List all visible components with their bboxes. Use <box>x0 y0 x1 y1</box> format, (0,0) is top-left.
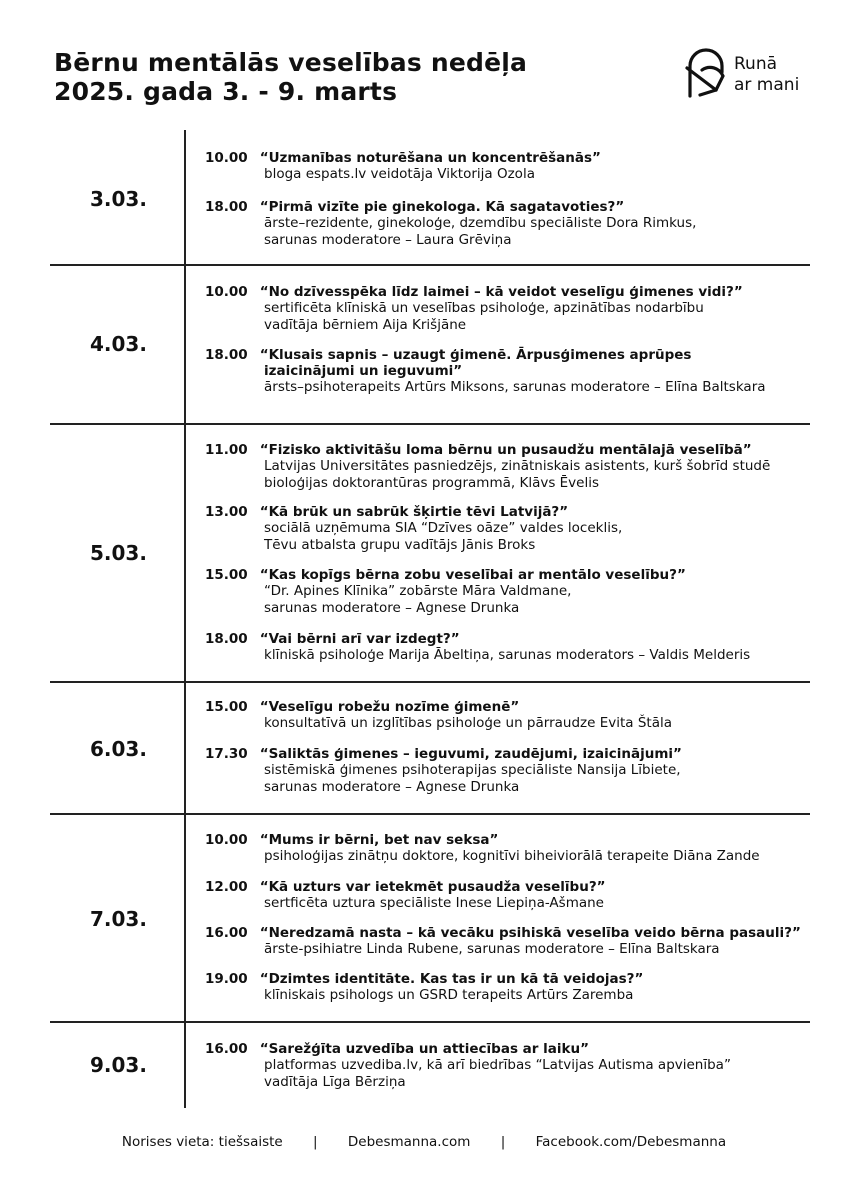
event-heading <box>205 631 825 647</box>
event <box>205 504 825 553</box>
event-title: “Mums ir bērni, bet nav seksa” <box>259 832 499 848</box>
logo-text-line-1: Runā <box>734 54 778 74</box>
event-time: 13.00 <box>205 504 248 520</box>
event-detail: ārste–rezidente, ginekoloģe, dzemdību speciāliste Dora Rimkus, <box>264 215 697 231</box>
event-time: 18.00 <box>205 631 248 647</box>
event-detail: vadītāja Līga Bērziņa <box>264 1073 406 1090</box>
event-detail: ārsts–psihoterapeits Artūrs Miksons, sarunas moderatore – Elīna Baltskara <box>264 379 766 395</box>
day-date: 6.03. <box>90 737 147 761</box>
event-time: 18.00 <box>205 347 248 363</box>
event-time: 10.00 <box>205 150 248 166</box>
event-detail: sarunas moderatore – Laura Grēviņa <box>264 231 512 248</box>
event-title: “No dzīvesspēka līdz laimei – kā veidot veselīgu ģimenes vidi?” <box>259 284 743 300</box>
event-detail: bioloģijas doktorantūras programmā, Klāvs Ēvelis <box>264 474 600 491</box>
event-detail: klīniskais psihologs un GSRD terapeits Artūrs Zaremba <box>264 987 634 1003</box>
footer-site-link[interactable]: Debesmanna.com <box>347 1134 471 1150</box>
event-title: “Vai bērni arī var izdegt?” <box>259 631 460 647</box>
event-heading <box>205 199 825 215</box>
day-date: 9.03. <box>90 1053 147 1077</box>
event <box>205 284 825 333</box>
event <box>205 347 825 396</box>
page-title <box>54 48 527 106</box>
event-title: “Pirmā vizīte pie ginekologa. Kā sagatavoties?” <box>259 199 625 215</box>
event <box>205 631 825 664</box>
event-detail: Latvijas Universitātes pasniedzējs, zinātniskais asistents, kurš šobrīd studē <box>264 458 771 474</box>
event-detail: sarunas moderatore – Agnese Drunka <box>264 778 520 795</box>
event-detail: bloga espats.lv veidotāja Viktorija Ozola <box>264 166 535 182</box>
event-title: “Saliktās ģimenes – ieguvumi, zaudējumi, izaicinājumi” <box>259 746 682 762</box>
title-line-1: Bērnu mentālās veselības nedēļa <box>54 48 528 77</box>
footer <box>0 1134 848 1150</box>
event-time: 10.00 <box>205 284 248 300</box>
event-detail: sarunas moderatore – Agnese Drunka <box>264 599 520 616</box>
event-time: 18.00 <box>205 199 248 215</box>
event-title: “Fizisko aktivitāšu loma bērnu un pusaudžu mentālajā veselībā” <box>259 442 752 458</box>
event-heading <box>205 699 825 715</box>
event-heading <box>205 925 825 941</box>
event-heading <box>205 971 825 987</box>
logo-text-line-2: ar mani <box>734 75 800 95</box>
schedule-divider <box>50 264 810 266</box>
day-date: 4.03. <box>90 332 147 356</box>
event-heading <box>205 347 825 363</box>
event-title: “Uzmanības noturēšana un koncentrēšanās” <box>259 150 601 166</box>
event-heading <box>205 284 825 300</box>
event <box>205 746 825 795</box>
event-detail: “Dr. Apines Klīnika” zobārste Māra Valdmane, <box>264 583 572 599</box>
event <box>205 925 825 958</box>
event-time: 15.00 <box>205 699 248 715</box>
event-heading <box>205 567 825 583</box>
event-title-continued: izaicinājumi un ieguvumi” <box>264 363 463 379</box>
event <box>205 150 825 183</box>
event-title: “Neredzamā nasta – kā vecāku psihiskā veselība veido bērna pasauli?” <box>259 925 801 941</box>
footer-separator: | <box>500 1134 506 1150</box>
event <box>205 567 825 616</box>
event-time: 19.00 <box>205 971 248 987</box>
event <box>205 879 825 912</box>
event-time: 11.00 <box>205 442 248 458</box>
event-title: “Veselīgu robežu nozīme ģimenē” <box>259 699 520 715</box>
event <box>205 832 825 865</box>
day-date: 3.03. <box>90 187 147 211</box>
event-detail: sertificēta klīniskā un veselības psiholoģe, apzinātības nodarbību <box>264 300 704 316</box>
logo-text <box>734 54 799 96</box>
event-detail: psiholoģijas zinātņu doktore, kognitīvi biheiviorālā terapeite Diāna Zande <box>264 848 760 864</box>
event-time: 17.30 <box>205 746 248 762</box>
event-title: “Kā uzturs var ietekmēt pusaudža veselību?” <box>259 879 606 895</box>
event-time: 10.00 <box>205 832 248 848</box>
event-heading <box>205 832 825 848</box>
event-heading <box>205 504 825 520</box>
event <box>205 971 825 1004</box>
day-date: 5.03. <box>90 541 147 565</box>
event-detail: vadītāja bērniem Aija Krišjāne <box>264 316 467 333</box>
event-detail: sociālā uzņēmuma SIA “Dzīves oāze” valdes loceklis, <box>264 520 623 536</box>
event-title: “Dzimtes identitāte. Kas tas ir un kā tā veidojas?” <box>259 971 644 987</box>
event-heading <box>205 746 825 762</box>
runa-ar-mani-logo-icon <box>682 42 730 100</box>
event-heading <box>205 442 825 458</box>
event <box>205 442 825 491</box>
event-time: 16.00 <box>205 1041 248 1057</box>
schedule-divider <box>50 813 810 815</box>
schedule-divider <box>50 1021 810 1023</box>
event-detail: konsultatīvā un izglītības psiholoģe un pārraudze Evita Štāla <box>264 715 672 731</box>
event-detail: Tēvu atbalsta grupu vadītājs Jānis Broks <box>264 536 536 553</box>
event-title: “Kā brūk un sabrūk šķirtie tēvi Latvijā?” <box>259 504 569 520</box>
event-heading <box>205 1041 825 1057</box>
event-title: “Kas kopīgs bērna zobu veselībai ar mentālo veselību?” <box>259 567 686 583</box>
event-detail: ārste-psihiatre Linda Rubene, sarunas moderatore – Elīna Baltskara <box>264 941 720 957</box>
day-date: 7.03. <box>90 907 147 931</box>
event-time: 16.00 <box>205 925 248 941</box>
event-time: 15.00 <box>205 567 248 583</box>
footer-separator: | <box>313 1134 318 1150</box>
footer-facebook-link[interactable]: Facebook.com/Debesmanna <box>535 1134 727 1150</box>
event-detail: sertficēta uztura speciāliste Inese Liepiņa-Ašmane <box>264 895 604 911</box>
event <box>205 199 825 248</box>
event-detail: platformas uzvediba.lv, kā arī biedrības “Latvijas Autisma apvienība” <box>264 1057 731 1073</box>
footer-venue: Norises vieta: tiešsaiste <box>121 1134 283 1150</box>
event-title: “Klusais sapnis – uzaugt ģimenē. Ārpusģimenes aprūpes <box>259 347 692 363</box>
logo <box>682 42 802 102</box>
event <box>205 699 825 732</box>
schedule-divider-vertical <box>184 130 186 1108</box>
event-title: “Sarežģīta uzvedība un attiecības ar laiku” <box>259 1041 589 1057</box>
event <box>205 1041 825 1090</box>
schedule-divider <box>50 681 810 683</box>
event-detail: klīniskā psiholoģe Marija Ābeltiņa, sarunas moderators – Valdis Melderis <box>264 647 751 663</box>
title-line-2: 2025. gada 3. - 9. marts <box>54 77 398 106</box>
event-heading <box>205 879 825 895</box>
event-time: 12.00 <box>205 879 248 895</box>
event-detail: sistēmiskā ģimenes psihoterapijas speciāliste Nansija Lībiete, <box>264 762 681 778</box>
schedule-divider <box>50 423 810 425</box>
event-heading <box>205 150 825 166</box>
